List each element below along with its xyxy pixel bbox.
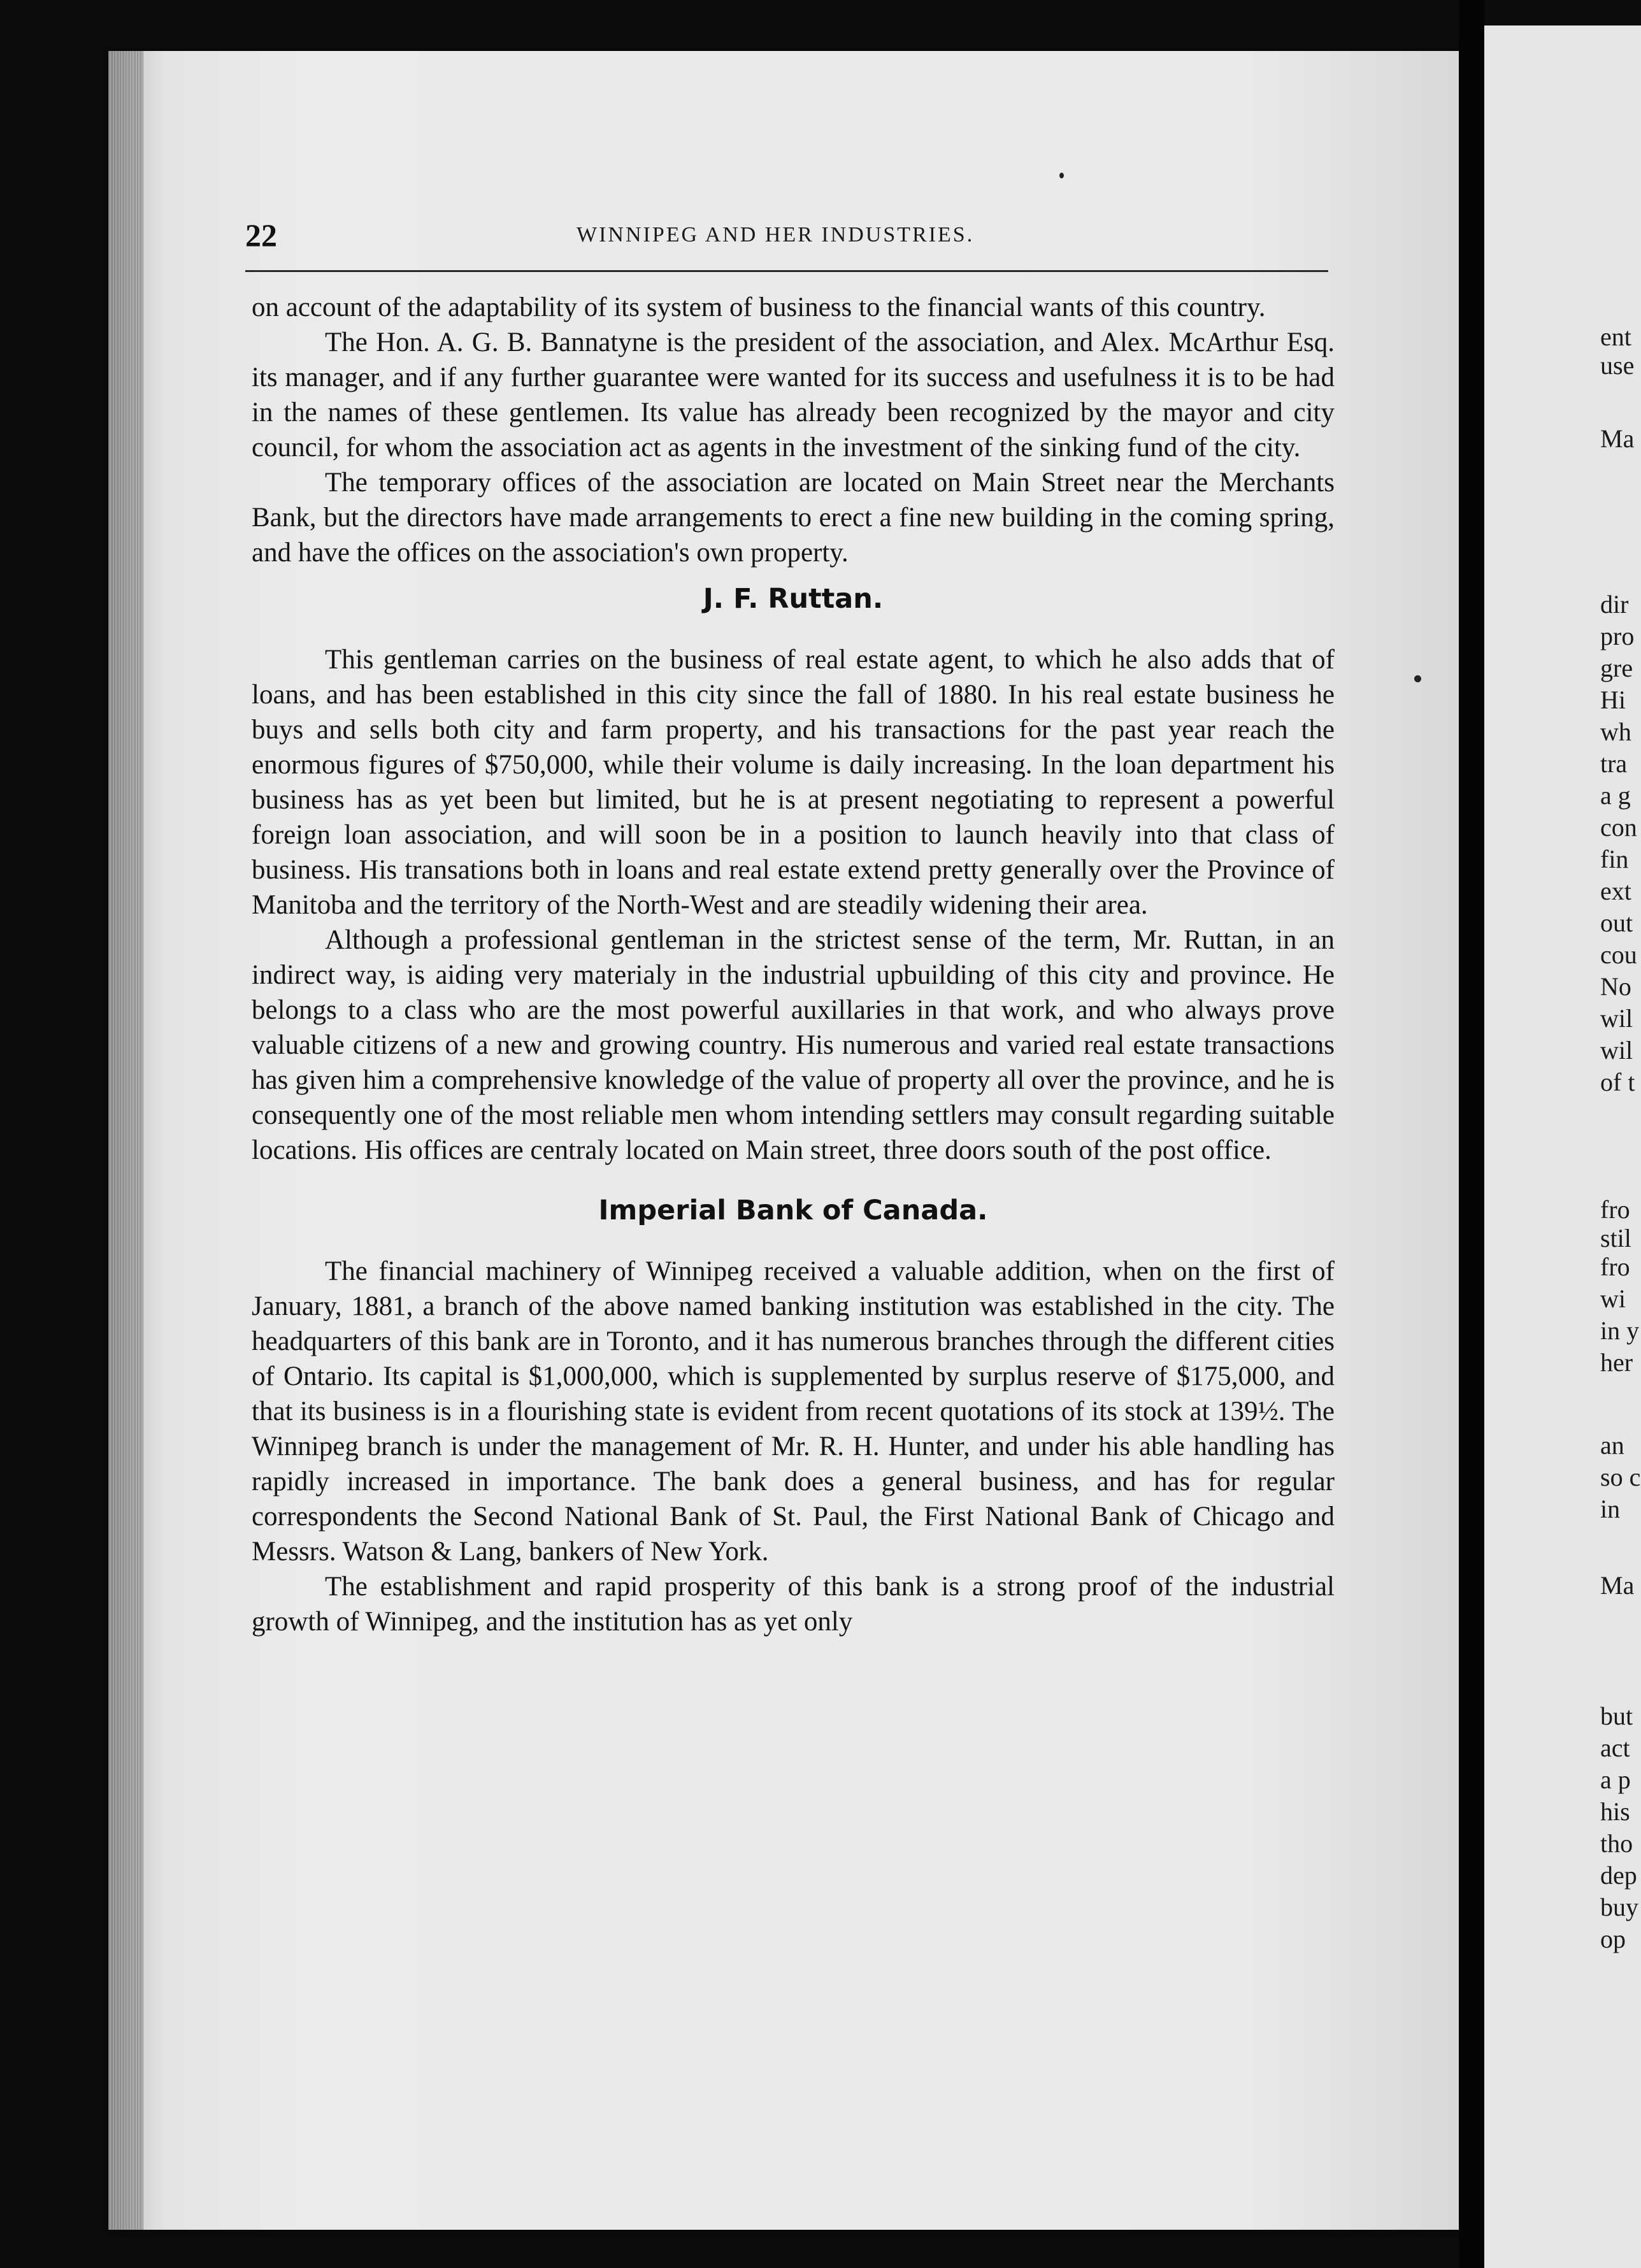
paragraph-offices: The temporary offices of the association are located on Main Street near the Merchants Bank, but the directors have made arrangements to erect a fine new building in the coming spring, and have the offices on the association's own property.: [252, 468, 1335, 568]
page-edge-stack: [108, 51, 143, 2230]
ink-speck: [1414, 675, 1421, 682]
facing-page-fragment: ent: [1600, 322, 1631, 351]
page-body: [252, 290, 1335, 1639]
facing-page-fragment: out: [1600, 908, 1633, 937]
facing-page-fragment: con: [1600, 813, 1637, 842]
facing-page-fragment: ext: [1600, 877, 1631, 905]
facing-page-fragment: dir: [1600, 590, 1629, 619]
paragraph-ruttan-business: This gentleman carries on the business of real estate agent, to which he also adds that of loans, and has been established in this city since the fall of 1880. In his real estate business he buys and sells both city and farm property, and his transactions for the past year reach the enormous figures of $750,000, while their volume is daily increasing. In the loan department his business has as yet been but limited, but he is at present negotiating to represent a powerful foreign loan association, and will soon be in a position to launch heavily into that class of business. His transations both in loans and real estate extend pretty generally over the Province of Manitoba and the territory of the North-West and are steadily widening their area.: [252, 645, 1335, 920]
facing-page-fragment: so c: [1600, 1463, 1641, 1491]
facing-page-fragment: fro: [1600, 1195, 1630, 1224]
facing-page-fragment: pro: [1600, 622, 1635, 650]
facing-page-fragment: wi: [1600, 1284, 1626, 1313]
paragraph-continuation: on account of the adaptability of its system of business to the financial wants of this country.: [252, 292, 1266, 322]
facing-page-fragment: act: [1600, 1733, 1630, 1762]
paragraph-bank-prosperity: The establishment and rapid prosperity of this bank is a strong proof of the industrial growth of Winnipeg, and the institution has as yet only: [252, 1572, 1335, 1637]
facing-page-fragment: her: [1600, 1348, 1633, 1377]
header-rule: [245, 270, 1328, 272]
paragraph-bannatyne: The Hon. A. G. B. Bannatyne is the president of the association, and Alex. McArthur Esq. its manager, and if any further guarantee were wanted for its success and usefulness it is to be had in the names of these gentlemen. Its value has already been recognized by the mayor and city council, for whom the association act as agents in the investment of the sinking fund of the city.: [252, 327, 1335, 463]
section-heading-ruttan: J. F. Ruttan.: [703, 583, 884, 615]
facing-page-fragment: in y: [1600, 1316, 1640, 1345]
facing-page-fragment: No: [1600, 972, 1631, 1001]
facing-page-fragment: a g: [1600, 781, 1631, 810]
section-heading-imperial-bank: Imperial Bank of Canada.: [598, 1195, 988, 1226]
paragraph-imperial-bank: The financial machinery of Winnipeg received a valuable addition, when on the first of January, 1881, a branch of the above named banking institution was established in the city. The headquarters of this bank are in Toronto, and it has numerous branches through the different cities of Ontario. Its capital is $1,000,000, which is supplemented by surplus reserve of $175,000, and that its business is in a flourishing state is evident from recent quotations of its stock at 139½. The Winnipeg branch is under the management of Mr. R. H. Hunter, and under his able handling has rapidly increased in importance. The bank does a general business, and has for regular correspondents the Second National Bank of St. Paul, the First National Bank of Chicago and Messrs. Watson & Lang, bankers of New York.: [252, 1256, 1335, 1567]
ink-speck: [1059, 173, 1064, 178]
facing-page-fragment: wh: [1600, 717, 1631, 746]
facing-page-fragment: tra: [1600, 749, 1628, 778]
facing-page-fragment: Ma: [1600, 1571, 1635, 1600]
facing-page-fragment: use: [1600, 351, 1635, 380]
facing-page-fragment: gre: [1600, 654, 1633, 682]
page-number: 22: [245, 217, 277, 253]
facing-page-fragment: dep: [1600, 1861, 1637, 1890]
facing-page-fragment: cou: [1600, 940, 1637, 969]
facing-page-fragment: tho: [1600, 1829, 1633, 1858]
gutter-shadow: [1459, 0, 1484, 2268]
facing-page-fragment: a p: [1600, 1765, 1631, 1794]
facing-page-fragment: of t: [1600, 1068, 1635, 1096]
facing-page-fragment: wil: [1600, 1004, 1633, 1033]
paragraph-ruttan-profile: Although a professional gentleman in the strictest sense of the term, Mr. Ruttan, in an indirect way, is aiding very materialy in the industrial upbuilding of this city and province. He belongs to a class who are the most powerful auxillaries in that work, and who always prove valuable citizens of a new and growing country. His numerous and varied real estate transactions has given him a comprehensive knowledge of the value of property all over the province, and he is consequently one of the most reliable men whom intending settlers may consult regarding suitable locations. His offices are centraly located on Main street, three doors south of the post office.: [252, 925, 1335, 1165]
facing-page-fragment: his: [1600, 1797, 1630, 1826]
facing-page-fragment: Ma: [1600, 424, 1635, 453]
facing-page-fragment: in: [1600, 1495, 1621, 1523]
facing-page-fragment: fro: [1600, 1252, 1630, 1281]
running-title: WINNIPEG AND HER INDUSTRIES.: [577, 223, 975, 247]
facing-page-fragment: Hi: [1600, 685, 1626, 714]
facing-page-fragment: buy: [1600, 1893, 1638, 1921]
facing-page-fragment: op: [1600, 1925, 1626, 1953]
facing-page-fragment: fin: [1600, 845, 1629, 873]
page-header: [245, 217, 1328, 261]
facing-page-fragment: an: [1600, 1431, 1624, 1460]
facing-page-fragment: but: [1600, 1702, 1633, 1730]
facing-page-fragment: wil: [1600, 1036, 1633, 1065]
facing-page-fragment: stil: [1600, 1224, 1631, 1252]
